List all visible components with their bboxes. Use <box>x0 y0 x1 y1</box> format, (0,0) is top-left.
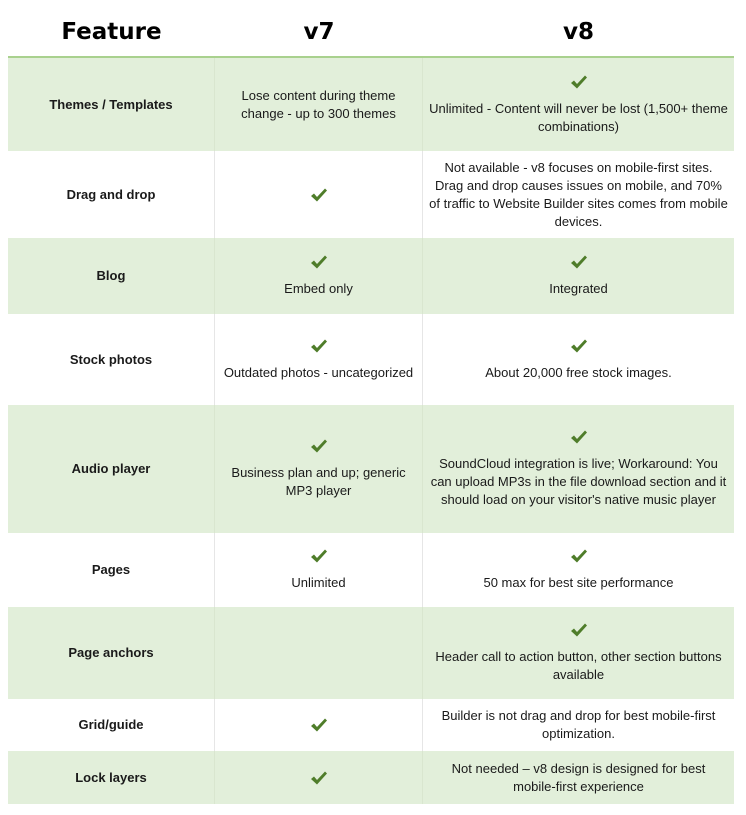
v8-cell <box>423 699 734 751</box>
v8-text: Not available - v8 focuses on mobile-first sites. Drag and drop causes issues on mobile, and 70% of traffic to Website Builder sites comes from mobile devices. <box>429 159 728 229</box>
v8-text: Integrated <box>549 281 608 296</box>
v7-text: Unlimited <box>291 575 346 590</box>
comparison-table <box>8 8 734 804</box>
checkmark-icon <box>310 770 328 786</box>
v8-cell <box>423 405 734 533</box>
checkmark-icon <box>310 548 328 564</box>
checkmark-icon <box>310 338 328 354</box>
checkmark-icon <box>570 74 588 90</box>
table-header <box>8 8 734 58</box>
v8-cell <box>423 238 734 314</box>
checkmark-icon <box>310 438 328 454</box>
v7-cell <box>215 405 423 533</box>
v8-cell <box>423 151 734 238</box>
table-row <box>8 533 734 607</box>
v7-cell <box>215 607 423 699</box>
table-row <box>8 405 734 533</box>
checkmark-icon <box>310 717 328 733</box>
feature-label: Lock layers <box>8 751 215 804</box>
checkmark-icon <box>310 254 328 270</box>
v8-text: 50 max for best site performance <box>483 575 674 590</box>
v7-cell <box>215 699 423 751</box>
table-row <box>8 751 734 804</box>
feature-label: Stock photos <box>8 314 215 405</box>
feature-label: Page anchors <box>8 607 215 699</box>
feature-label: Drag and drop <box>8 151 215 238</box>
checkmark-icon <box>570 338 588 354</box>
feature-label: Blog <box>8 238 215 314</box>
v7-cell <box>215 58 423 151</box>
feature-label: Pages <box>8 533 215 607</box>
v7-cell <box>215 151 423 238</box>
table-row <box>8 58 734 151</box>
v7-text: Business plan and up; generic MP3 player <box>231 465 406 498</box>
table-row <box>8 238 734 314</box>
header-v8: v8 <box>563 19 594 45</box>
feature-label: Audio player <box>8 405 215 533</box>
v8-text: Builder is not drag and drop for best mobile-first optimization. <box>441 708 716 741</box>
checkmark-icon <box>310 187 328 203</box>
v7-text: Lose content during theme change - up to 300 themes <box>241 87 396 121</box>
v8-cell <box>423 314 734 405</box>
table-row <box>8 699 734 751</box>
v8-cell <box>423 58 734 151</box>
checkmark-icon <box>570 548 588 564</box>
v7-cell <box>215 533 423 607</box>
header-v7: v7 <box>303 19 335 45</box>
v8-text: Header call to action button, other section buttons available <box>435 649 722 682</box>
table-row <box>8 314 734 405</box>
feature-label: Themes / Templates <box>8 58 215 151</box>
header-feature: Feature <box>61 19 162 45</box>
v7-cell <box>215 314 423 405</box>
checkmark-icon <box>570 622 588 638</box>
checkmark-icon <box>570 254 588 270</box>
v7-cell <box>215 751 423 804</box>
v8-cell <box>423 607 734 699</box>
v8-text: Not needed – v8 design is designed for best mobile-first experience <box>451 760 706 794</box>
table-row <box>8 151 734 238</box>
v7-text: Outdated photos - uncategorized <box>223 364 414 380</box>
v7-cell <box>215 238 423 314</box>
table-row <box>8 607 734 699</box>
v8-text: SoundCloud integration is live; Workaround: You can upload MP3s in the file download section and it should load on your visitor's native music player <box>430 456 727 507</box>
v8-cell <box>423 751 734 804</box>
v8-text: About 20,000 free stock images. <box>485 364 672 380</box>
v8-cell <box>423 533 734 607</box>
v7-text: Embed only <box>284 281 353 296</box>
checkmark-icon <box>570 429 588 445</box>
feature-label: Grid/guide <box>8 699 215 751</box>
v8-text: Unlimited - Content will never be lost (1,500+ theme combinations) <box>429 100 728 134</box>
